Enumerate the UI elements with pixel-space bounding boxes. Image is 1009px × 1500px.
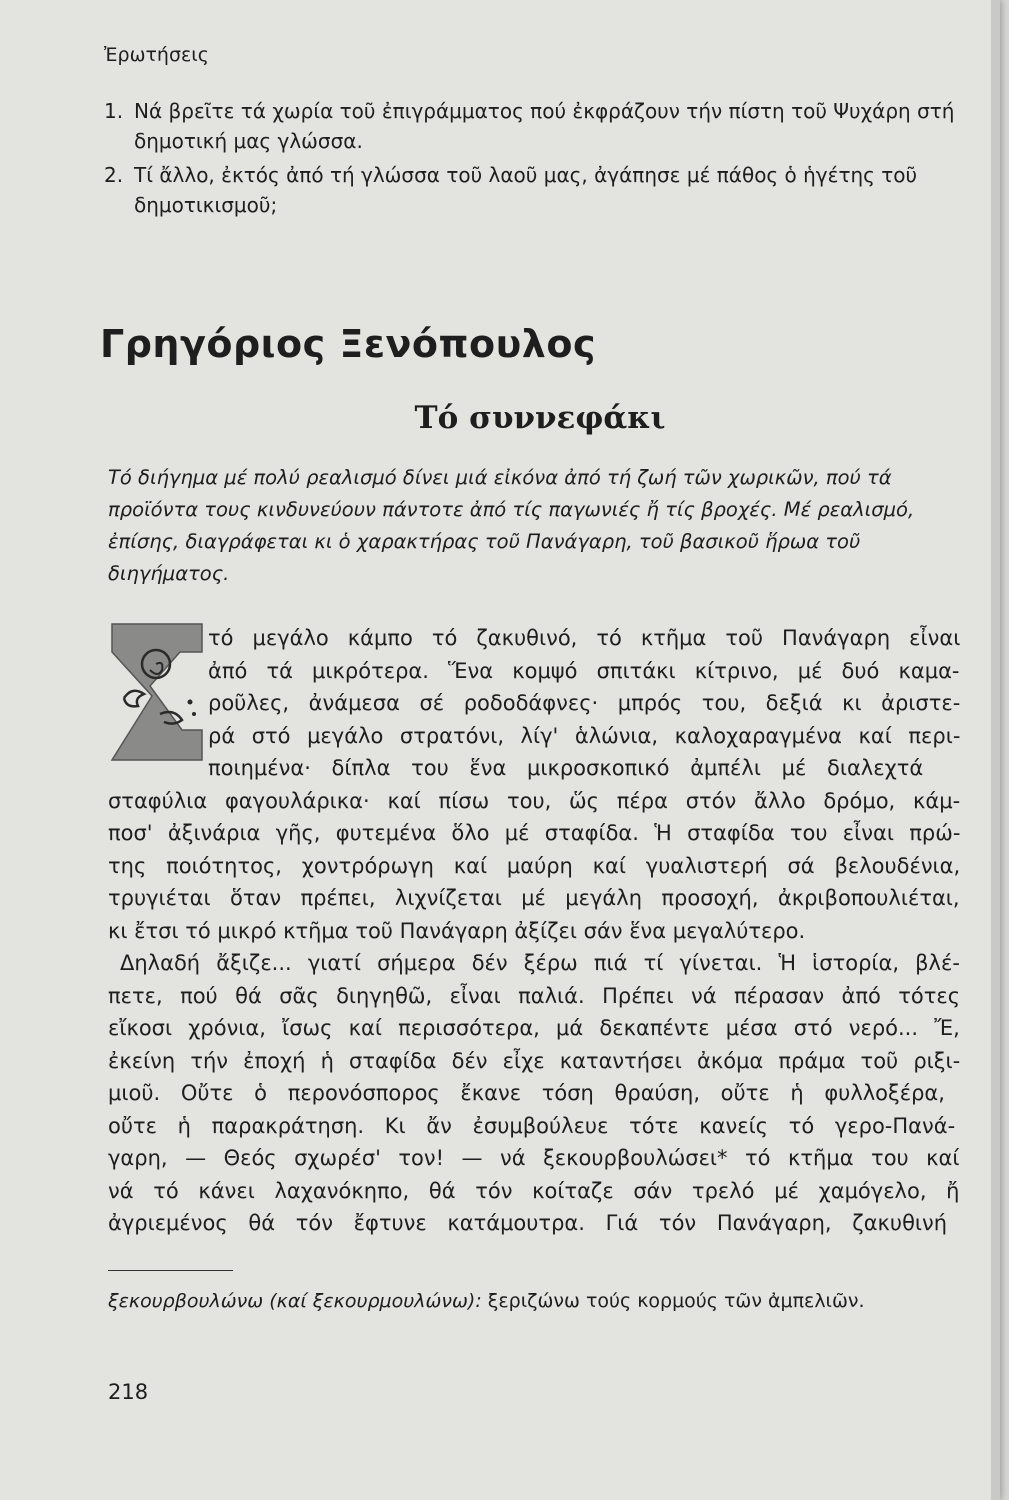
story-body — [108, 622, 960, 1240]
body-line: μιοῦ. Οὔτε ὁ περονόσπορος ἔκανε τόση θραύση, οὔτε ἡ φυλλοξέρα, — [108, 1081, 945, 1105]
body-line: ποιημένα· δίπλα του ἕνα μικροσκοπικό ἀμπέλι μέ διαλεχτά — [208, 756, 924, 780]
body-line: γαρη, — Θεός σχωρέσ' τον! — νά ξεκουρβουλώσει* τό κτῆμα του καί — [108, 1146, 960, 1170]
author-name: Γρηγόριος Ξενόπουλος — [100, 322, 596, 366]
body-line: ἀγριεμένος θά τόν ἔφτυνε κατάμουτρα. Γιά τόν Πανάγαρη, ζακυθινή — [108, 1211, 948, 1235]
body-line: πετε, πού θά σᾶς διηγηθῶ, εἶναι παλιά. Πρέπει νά πέρασαν ἀπό τότες — [108, 983, 961, 1008]
body-line: τρυγιέται ὅταν πρέπει, λιχνίζεται μέ μεγάλη προσοχή, ἀκριβοπουλιέται, — [108, 886, 960, 910]
footnote-term: ξεκουρβουλώνω (καί ξεκουρμουλώνω): — [108, 1290, 482, 1312]
question-text: Νά βρεῖτε τά χωρία τοῦ ἐπιγράμματος πού ἐκφράζουν τήν πίστη τοῦ Ψυχάρη στή δημοτική μας γλώσσα. — [134, 99, 955, 153]
questions-heading: Ἐρωτήσεις — [104, 44, 209, 66]
body-line: ποσ' ἀξινάρια γῆς, φυτεμένα ὅλο μέ σταφίδα. Ἡ σταφίδα του εἶναι πρώ- — [108, 821, 961, 845]
intro-paragraph — [108, 462, 958, 590]
body-line: της ποιότητος, χοντρόρωγη καί μαύρη καί γυαλιστερή σά βελουδένια, — [108, 853, 961, 878]
footnote — [108, 1286, 958, 1316]
question-text: Τί ἄλλο, ἐκτός ἀπό τή γλώσσα τοῦ λαοῦ μας, ἀγάπησε μέ πάθος ὁ ἡγέτης τοῦ δημοτικισμοῦ; — [134, 163, 918, 217]
body-line: ροῦλες, ἀνάμεσα σέ ροδοδάφνες· μπρός του, δεξιά κι ἀριστε- — [208, 691, 961, 715]
page-edge — [991, 0, 1000, 1500]
question-item — [104, 96, 984, 156]
body-line: σταφύλια φαγουλάρικα· καί πίσω του, ὥς πέρα στόν ἄλλο δρόμο, κάμ- — [108, 788, 961, 813]
questions-list — [104, 96, 984, 224]
body-line: εἴκοσι χρόνια, ἴσως καί περισσότερα, μά δεκαπέντε μέσα στό νερό... Ἔ, — [108, 1016, 960, 1040]
page-number: 218 — [108, 1380, 149, 1404]
story-title: Τό συννεφάκι — [414, 400, 666, 436]
dropcap-letter: Σ — [157, 750, 158, 751]
body-line: ρά στό μεγάλο στρατόνι, λίγ' ἁλώνια, καλοχαραγμένα καί περι- — [208, 723, 961, 748]
question-item — [104, 160, 984, 220]
body-line: ἐκείνη τήν ἐποχή ἡ σταφίδα δέν εἶχε καταντήσει ἀκόμα πράμα τοῦ ριξι- — [108, 1048, 961, 1073]
body-line: νά τό κάνει λαχανόκηπο, θά τόν κοίταζε σάν τρελό μέ χαμόγελο, ἤ — [108, 1178, 960, 1203]
question-number: 1. — [104, 99, 124, 123]
footnote-definition: ξεριζώνω τούς κορμούς τῶν ἀμπελιῶν. — [487, 1290, 865, 1312]
body-line: ἀπό τά μικρότερα. Ἕνα κομψό σπιτάκι κίτρινο, μέ δυό καμα- — [208, 658, 960, 683]
question-number: 2. — [104, 163, 124, 187]
body-line: Δηλαδή ἄξιζε... γιατί σήμερα δέν ξέρω πιά τί γίνεται. Ἡ ἱστορία, βλέ- — [120, 951, 960, 975]
body-line: τό μεγάλο κάμπο τό ζακυθινό, τό κτῆμα τοῦ Πανάγαρη εἶναι — [208, 626, 961, 650]
body-line: κι ἔτσι τό μικρό κτῆμα τοῦ Πανάγαρη ἀξίζει σάν ἕνα μεγαλύτερο. — [108, 918, 806, 943]
body-line: οὔτε ἡ παρακράτηση. Κι ἄν ἐσυμβούλευε τότε κανείς τό γερο-Πανά- — [108, 1113, 956, 1138]
footnote-divider — [108, 1270, 233, 1271]
intro-text: Τό διήγημα μέ πολύ ρεαλισμό δίνει μιά εἰκόνα ἀπό τή ζωή τῶν χωρικῶν, πού τά προϊόντα τους κινδυνεύουν πάντοτε ἀπό τίς παγωνιές ἤ τίς βροχές. Μέ ρεαλισμό, ἐπίσης, διαγράφεται κι ὁ χαρακτήρας τοῦ Πανάγαρη, τοῦ βασικοῦ ἥρωα τοῦ διηγήματος. — [108, 466, 915, 585]
